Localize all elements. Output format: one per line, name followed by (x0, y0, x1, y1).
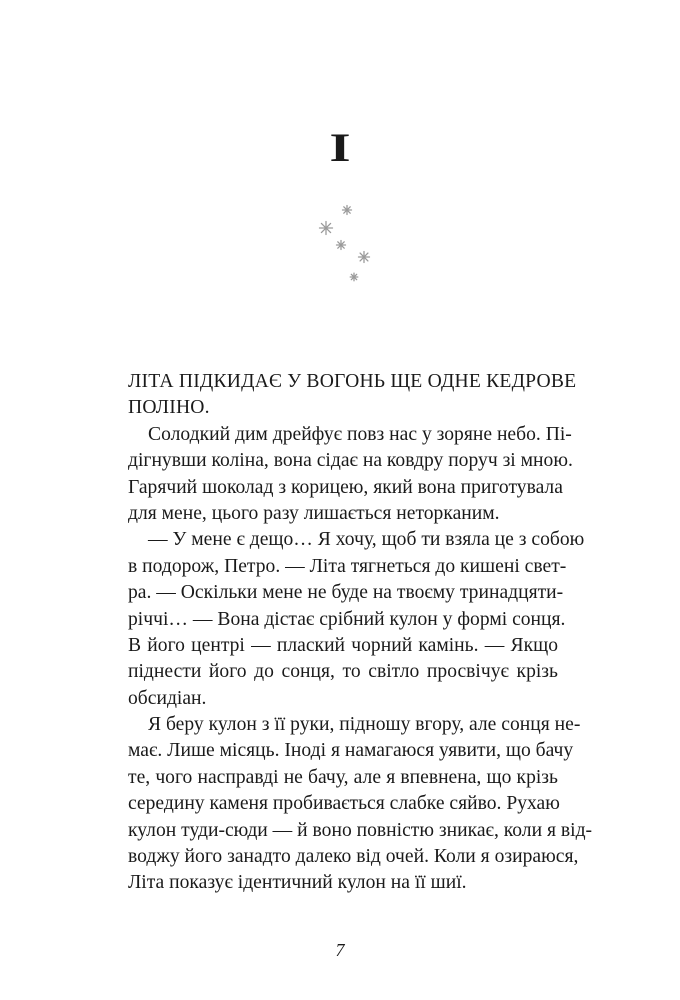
paragraph (128, 712, 593, 897)
star-icon (337, 241, 346, 250)
text-line: В його центрі — плаский чорний камінь. — Якщо (128, 634, 558, 656)
page-number: 7 (335, 940, 345, 960)
text-line: має. Лише місяць. Іноді я намагаюся уявити, що бачу (128, 740, 574, 762)
text-line: річчі… — Вона дістає срібний кулон у формі сонця. (128, 608, 566, 630)
text-line: обсидіан. (128, 687, 207, 709)
paragraph (128, 422, 573, 528)
text-line: те, чого насправді не бачу, але я впевнена, що крізь (128, 766, 558, 788)
text-line: Гарячий шоколад з корицею, який вона приготувала (128, 476, 563, 498)
star-icon (343, 206, 352, 215)
text-line: ЛІТА ПІДКИДАЄ У ВОГОНЬ ЩЕ ОДНЕ КЕДРОВЕ (128, 371, 577, 392)
star-icon (359, 252, 370, 263)
text-line: Солодкий дим дрейфує повз нас у зоряне небо. Пі- (148, 423, 572, 445)
body-text (128, 369, 593, 897)
paragraph (128, 369, 577, 422)
text-line: середину каменя пробивається слабке сяйво. Рухаю (128, 793, 560, 815)
chapter-number: I (329, 125, 351, 170)
stars-constellation-icon (310, 198, 380, 288)
text-line: Літа показує ідентичний кулон на її шиї. (128, 872, 467, 894)
star-icon (320, 222, 333, 235)
text-line: піднести його до сонця, то світло просвічує крізь (128, 661, 558, 683)
text-line: Я беру кулон з її руки, підношу вгору, але сонця не- (148, 714, 581, 736)
text-line: — У мене є дещо… Я хочу, щоб ти взяла це з собою (148, 529, 585, 551)
text-line: воджу його занадто далеко від очей. Коли я озираюся, (128, 846, 579, 868)
text-line: ра. — Оскільки мене не буде на твоєму тринадцяти- (128, 582, 564, 604)
text-line: в подорож, Петро. — Літа тягнеться до кишені свет- (128, 555, 567, 577)
text-line: дігнувши коліна, вона сідає на ковдру поруч зі мною. (128, 450, 573, 472)
text-line: для мене, цього разу лишається неторканим. (128, 502, 500, 524)
text-line: ПОЛІНО. (128, 397, 210, 419)
paragraph (128, 527, 585, 712)
text-line: кулон туди-сюди — й воно повністю зникає, коли я від- (128, 819, 593, 841)
star-icon (350, 273, 358, 281)
